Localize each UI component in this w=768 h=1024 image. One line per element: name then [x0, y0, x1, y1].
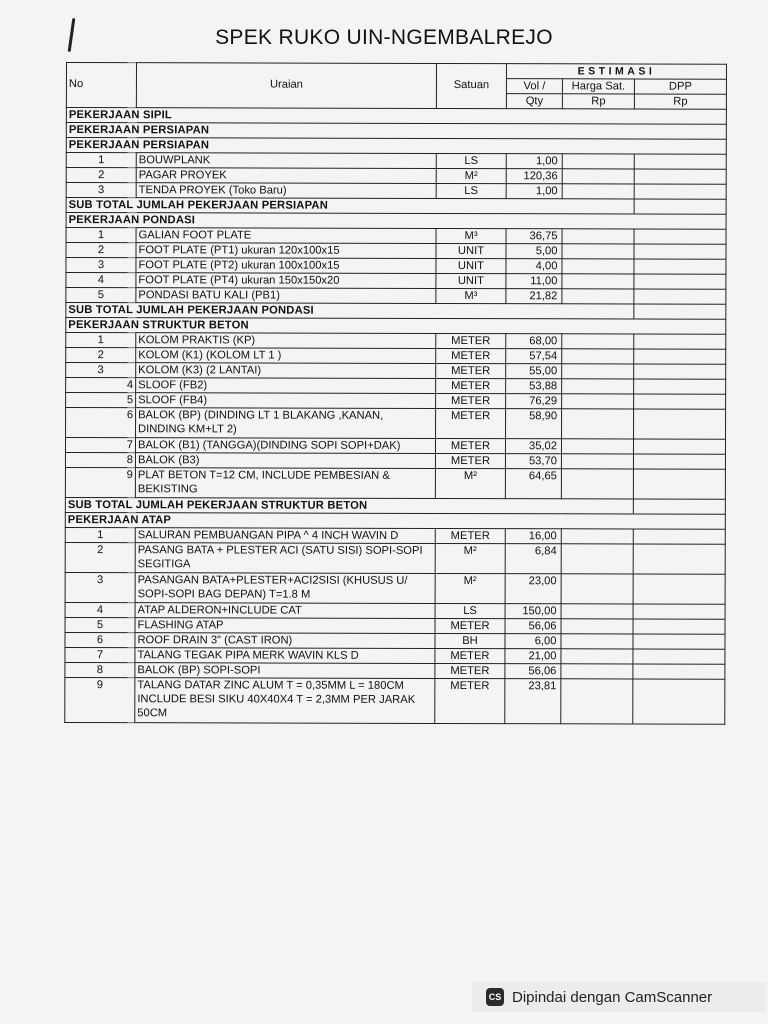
estimasi-header: ESTIMASI — [506, 64, 726, 80]
row-satuan: METER — [435, 663, 505, 678]
row-dpp — [633, 439, 725, 454]
row-dpp — [633, 619, 725, 634]
row-no: 2 — [66, 168, 136, 183]
section-row — [66, 213, 726, 230]
table-row — [66, 243, 726, 260]
row-satuan: METER — [435, 678, 505, 723]
row-uraian: PASANG BATA + PLESTER ACI (SATU SISI) SOPI-SOPI SEGITIGA — [135, 543, 435, 574]
table-row — [66, 168, 726, 185]
row-dpp — [633, 634, 725, 649]
row-uraian: ROOF DRAIN 3" (CAST IRON) — [135, 633, 435, 649]
row-uraian: SLOOF (FB2) — [136, 378, 436, 394]
watermark-text: Dipindai dengan CamScanner — [512, 988, 713, 1006]
row-vol: 36,75 — [506, 229, 562, 244]
row-vol: 76,29 — [506, 394, 562, 409]
col-uraian-header: Uraian — [136, 63, 436, 109]
row-uraian: FOOT PLATE (PT1) ukuran 120x100x15 — [136, 243, 436, 259]
row-satuan: METER — [435, 438, 505, 453]
table-row — [65, 632, 725, 649]
row-uraian: SALURAN PEMBUANGAN PIPA ^ 4 INCH WAVIN D — [135, 528, 435, 544]
section-pondasi: PEKERJAAN PONDASI — [66, 213, 726, 230]
row-satuan: UNIT — [436, 243, 506, 258]
row-no: 1 — [66, 333, 136, 348]
row-uraian: FOOT PLATE (PT2) ukuran 100x100x15 — [136, 258, 436, 274]
row-satuan: M² — [435, 573, 505, 603]
row-no: 3 — [66, 183, 136, 198]
row-dpp — [633, 469, 725, 499]
row-uraian: SLOOF (FB4) — [136, 393, 436, 409]
row-vol: 57,54 — [506, 349, 562, 364]
row-satuan: METER — [436, 348, 506, 363]
row-vol: 56,06 — [505, 664, 561, 679]
row-dpp — [633, 544, 725, 574]
row-satuan: M³ — [436, 288, 506, 303]
row-vol: 1,00 — [506, 154, 562, 169]
row-dpp — [633, 529, 725, 544]
row-vol: 21,82 — [506, 289, 562, 304]
row-satuan: METER — [436, 378, 506, 393]
row-uraian: KOLOM (K1) (KOLOM LT 1 ) — [136, 348, 436, 364]
row-dpp — [633, 664, 725, 679]
table-row — [66, 153, 726, 170]
row-no: 2 — [66, 243, 136, 258]
row-dpp — [633, 649, 725, 664]
table-row — [66, 258, 726, 275]
row-harga — [561, 439, 633, 454]
table-row — [66, 363, 726, 380]
row-no: 4 — [66, 273, 136, 288]
row-dpp — [633, 604, 725, 619]
page-title: SPEK RUKO UIN-NGEMBALREJO — [215, 26, 553, 49]
table-row — [65, 467, 725, 499]
row-uraian: TALANG TEGAK PIPA MERK WAVIN KLS D — [135, 648, 435, 664]
col-harga-unit: Rp — [562, 94, 634, 109]
row-dpp — [634, 244, 726, 259]
row-satuan: METER — [436, 333, 506, 348]
row-dpp — [634, 184, 726, 199]
row-dpp — [634, 274, 726, 289]
row-vol: 150,00 — [505, 604, 561, 619]
row-uraian: FLASHING ATAP — [135, 618, 435, 634]
subtotal-row — [66, 303, 726, 320]
row-no: 5 — [66, 393, 136, 408]
row-satuan: METER — [435, 528, 505, 543]
section-sipil: PEKERJAAN SIPIL — [66, 108, 726, 125]
row-no: 4 — [65, 602, 135, 617]
table-row — [65, 542, 725, 574]
row-dpp — [634, 349, 726, 364]
row-dpp — [633, 574, 725, 604]
table-row — [66, 333, 726, 350]
table-row — [66, 408, 726, 440]
row-vol: 68,00 — [506, 334, 562, 349]
spec-sheet — [64, 62, 726, 725]
row-satuan: LS — [435, 603, 505, 618]
row-satuan: M² — [436, 168, 506, 183]
row-satuan: METER — [435, 618, 505, 633]
row-no: 7 — [65, 647, 135, 662]
subtotal-row — [65, 497, 725, 514]
row-harga — [561, 679, 633, 724]
table-row — [66, 393, 726, 410]
section-row — [66, 318, 726, 335]
row-harga — [561, 649, 633, 664]
row-harga — [562, 394, 634, 409]
camscanner-watermark — [472, 982, 766, 1012]
table-row — [65, 527, 725, 544]
row-no: 5 — [66, 288, 136, 303]
row-harga — [562, 184, 634, 199]
row-vol: 6,84 — [505, 544, 561, 574]
table-row — [65, 602, 725, 619]
row-harga — [562, 289, 634, 304]
col-qty-header: Qty — [506, 94, 562, 109]
row-harga — [561, 454, 633, 469]
row-harga — [561, 544, 633, 574]
col-satuan-header: Satuan — [436, 63, 506, 108]
row-harga — [562, 274, 634, 289]
row-dpp — [633, 454, 725, 469]
row-no: 1 — [65, 527, 135, 542]
row-satuan: METER — [435, 648, 505, 663]
row-vol: 35,02 — [505, 439, 561, 454]
estimate-table — [64, 62, 727, 725]
row-harga — [562, 379, 634, 394]
row-harga — [561, 619, 633, 634]
row-vol: 56,06 — [505, 619, 561, 634]
row-harga — [561, 529, 633, 544]
row-uraian: ATAP ALDERON+INCLUDE CAT — [135, 603, 435, 619]
subtotal-persiapan-value — [634, 199, 726, 214]
row-vol: 6,00 — [505, 634, 561, 649]
row-vol: 23,81 — [505, 679, 561, 724]
row-no: 7 — [65, 438, 135, 453]
row-vol: 53,70 — [505, 454, 561, 469]
row-vol: 5,00 — [506, 244, 562, 259]
row-no: 5 — [65, 617, 135, 632]
table-row — [65, 647, 725, 664]
row-no: 8 — [65, 452, 135, 467]
row-dpp — [634, 169, 726, 184]
row-vol: 120,36 — [506, 169, 562, 184]
row-dpp — [634, 229, 726, 244]
row-vol: 58,90 — [506, 409, 562, 439]
row-harga — [562, 334, 634, 349]
row-uraian: PONDASI BATU KALI (PB1) — [136, 288, 436, 304]
row-uraian: PASANGAN BATA+PLESTER+ACI2SISI (KHUSUS U/ SOPI-SOPI BAG DEPAN) T=1.8 M — [135, 573, 435, 604]
row-no: 1 — [66, 228, 136, 243]
row-vol: 53,88 — [506, 379, 562, 394]
row-satuan: LS — [436, 153, 506, 168]
row-harga — [562, 259, 634, 274]
row-harga — [561, 664, 633, 679]
row-satuan: UNIT — [436, 258, 506, 273]
subtotal-persiapan: SUB TOTAL JUMLAH PEKERJAAN PERSIAPAN — [66, 198, 634, 214]
col-dpp-header: DPP — [634, 79, 726, 94]
row-harga — [562, 229, 634, 244]
table-row — [66, 183, 726, 200]
row-vol: 16,00 — [505, 529, 561, 544]
row-dpp — [634, 154, 726, 169]
row-satuan: METER — [435, 453, 505, 468]
row-no: 1 — [66, 153, 136, 168]
row-uraian: BALOK (B1) (TANGGA)(DINDING SOPI SOPI+DAK) — [135, 438, 435, 454]
subtotal-struktur: SUB TOTAL JUMLAH PEKERJAAN STRUKTUR BETON — [65, 497, 633, 513]
row-harga — [562, 244, 634, 259]
row-dpp — [634, 334, 726, 349]
row-harga — [562, 349, 634, 364]
subtotal-row — [66, 198, 726, 215]
row-uraian: BALOK (B3) — [135, 453, 435, 469]
row-no: 3 — [65, 572, 135, 602]
row-satuan: LS — [436, 183, 506, 198]
row-harga — [561, 634, 633, 649]
table-row — [66, 288, 726, 305]
row-no: 8 — [65, 662, 135, 677]
row-dpp — [634, 289, 726, 304]
section-row — [66, 108, 726, 125]
table-row — [66, 228, 726, 245]
table-row — [66, 378, 726, 395]
subtotal-struktur-value — [633, 499, 725, 514]
row-no: 6 — [65, 632, 135, 647]
table-row — [65, 677, 725, 724]
row-dpp — [634, 259, 726, 274]
col-harga-header: Harga Sat. — [562, 79, 634, 94]
row-no: 9 — [65, 677, 135, 722]
row-satuan: BH — [435, 633, 505, 648]
row-dpp — [634, 364, 726, 379]
section-row — [66, 123, 726, 140]
section-row — [66, 138, 726, 155]
row-vol: 64,65 — [505, 469, 561, 499]
row-uraian: TALANG DATAR ZINC ALUM T = 0,35MM L = 180CM INCLUDE BESI SIKU 40X40X4 T = 2,3MM PER JARAK 50CM — [135, 678, 435, 724]
row-no: 9 — [65, 467, 135, 497]
row-uraian: FOOT PLATE (PT4) ukuran 150x150x20 — [136, 273, 436, 289]
row-satuan: METER — [436, 393, 506, 408]
section-struktur: PEKERJAAN STRUKTUR BETON — [66, 318, 726, 335]
row-uraian: BALOK (BP) (DINDING LT 1 BLAKANG ,KANAN, DINDING KM+LT 2) — [136, 408, 436, 439]
table-row — [65, 452, 725, 469]
row-dpp — [633, 679, 725, 724]
row-no: 3 — [66, 363, 136, 378]
table-row — [65, 572, 725, 604]
row-uraian: PAGAR PROYEK — [136, 168, 436, 184]
row-harga — [561, 604, 633, 619]
row-uraian: KOLOM (K3) (2 LANTAI) — [136, 363, 436, 379]
row-dpp — [634, 409, 726, 439]
row-harga — [562, 409, 634, 439]
row-satuan: M³ — [436, 228, 506, 243]
row-uraian: TENDA PROYEK (Toko Baru) — [136, 183, 436, 199]
row-harga — [562, 154, 634, 169]
subtotal-pondasi-value — [634, 304, 726, 319]
section-row — [65, 512, 725, 529]
section-persiapan: PEKERJAAN PERSIAPAN — [66, 123, 726, 140]
row-satuan: METER — [436, 363, 506, 378]
row-no: 2 — [66, 348, 136, 363]
row-vol: 1,00 — [506, 184, 562, 199]
section-persiapan-2: PEKERJAAN PERSIAPAN — [66, 138, 726, 155]
camscanner-logo-icon: CS — [486, 988, 504, 1006]
col-dpp-unit: Rp — [634, 94, 726, 109]
table-row — [66, 273, 726, 290]
row-uraian: BOUWPLANK — [136, 153, 436, 169]
row-no: 2 — [65, 542, 135, 572]
row-no: 6 — [66, 408, 136, 438]
row-dpp — [634, 394, 726, 409]
row-uraian: KOLOM PRAKTIS (KP) — [136, 333, 436, 349]
row-uraian: PLAT BETON T=12 CM, INCLUDE PEMBESIAN & BEKISTING — [135, 468, 435, 499]
row-no: 4 — [66, 378, 136, 393]
row-vol: 21,00 — [505, 649, 561, 664]
row-satuan: METER — [436, 408, 506, 438]
row-uraian: BALOK (BP) SOPI-SOPI — [135, 663, 435, 679]
row-harga — [562, 169, 634, 184]
table-row — [65, 438, 725, 455]
row-harga — [562, 364, 634, 379]
row-harga — [561, 574, 633, 604]
col-no-header: No — [66, 63, 136, 108]
table-row — [66, 348, 726, 365]
row-harga — [561, 469, 633, 499]
row-no: 3 — [66, 258, 136, 273]
row-satuan: UNIT — [436, 273, 506, 288]
section-atap: PEKERJAAN ATAP — [65, 512, 725, 529]
row-vol: 55,00 — [506, 364, 562, 379]
row-vol: 23,00 — [505, 574, 561, 604]
table-row — [65, 662, 725, 679]
row-vol: 11,00 — [506, 274, 562, 289]
row-satuan: M² — [435, 468, 505, 498]
row-uraian: GALIAN FOOT PLATE — [136, 228, 436, 244]
table-row — [65, 617, 725, 634]
row-vol: 4,00 — [506, 259, 562, 274]
row-dpp — [634, 379, 726, 394]
col-vol-header: Vol / — [506, 79, 562, 94]
subtotal-pondasi: SUB TOTAL JUMLAH PEKERJAAN PONDASI — [66, 303, 634, 319]
row-satuan: M² — [435, 543, 505, 573]
